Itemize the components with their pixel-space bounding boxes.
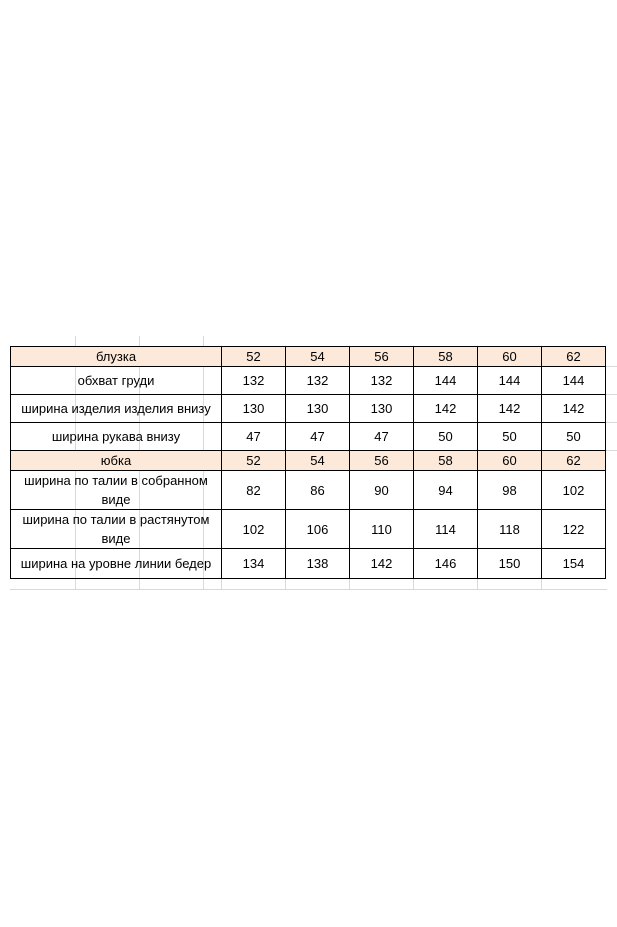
size-cell: 52 (222, 451, 286, 471)
table-row (11, 471, 606, 510)
size-cell: 60 (478, 347, 542, 367)
grid-line (10, 589, 607, 590)
section-row-blouse (11, 347, 606, 367)
value-cell: 130 (350, 395, 414, 423)
row-label: ширина на уровне линии бедер (11, 549, 222, 579)
value-cell: 130 (286, 395, 350, 423)
value-cell: 50 (542, 423, 606, 451)
table-row (11, 395, 606, 423)
value-cell: 142 (414, 395, 478, 423)
value-cell: 47 (286, 423, 350, 451)
row-label: ширина изделия изделия внизу (11, 395, 222, 423)
section-label: блузка (11, 347, 222, 367)
table-row (11, 510, 606, 549)
section-label: юбка (11, 451, 222, 471)
row-label: ширина по талии в растянутом виде (11, 510, 222, 549)
section-row-skirt (11, 451, 606, 471)
value-cell: 102 (542, 471, 606, 510)
size-cell: 56 (350, 451, 414, 471)
value-cell: 94 (414, 471, 478, 510)
size-table (10, 346, 606, 579)
value-cell: 138 (286, 549, 350, 579)
table-row (11, 367, 606, 395)
value-cell: 47 (350, 423, 414, 451)
value-cell: 82 (222, 471, 286, 510)
size-cell: 60 (478, 451, 542, 471)
size-cell: 54 (286, 347, 350, 367)
value-cell: 50 (478, 423, 542, 451)
value-cell: 110 (350, 510, 414, 549)
value-cell: 132 (286, 367, 350, 395)
value-cell: 132 (222, 367, 286, 395)
value-cell: 132 (350, 367, 414, 395)
value-cell: 114 (414, 510, 478, 549)
value-cell: 142 (542, 395, 606, 423)
grid-line (606, 394, 617, 395)
value-cell: 106 (286, 510, 350, 549)
value-cell: 130 (222, 395, 286, 423)
size-cell: 62 (542, 347, 606, 367)
value-cell: 118 (478, 510, 542, 549)
value-cell: 144 (478, 367, 542, 395)
table-row (11, 549, 606, 579)
value-cell: 144 (542, 367, 606, 395)
value-cell: 134 (222, 549, 286, 579)
row-label: ширина рукава внизу (11, 423, 222, 451)
value-cell: 98 (478, 471, 542, 510)
value-cell: 144 (414, 367, 478, 395)
size-cell: 56 (350, 347, 414, 367)
grid-line (606, 450, 617, 451)
value-cell: 122 (542, 510, 606, 549)
value-cell: 146 (414, 549, 478, 579)
table-row (11, 423, 606, 451)
row-label: ширина по талии в собранном виде (11, 471, 222, 510)
value-cell: 102 (222, 510, 286, 549)
grid-line (606, 366, 617, 367)
row-label: обхват груди (11, 367, 222, 395)
value-cell: 142 (350, 549, 414, 579)
size-cell: 58 (414, 451, 478, 471)
value-cell: 47 (222, 423, 286, 451)
value-cell: 50 (414, 423, 478, 451)
size-cell: 62 (542, 451, 606, 471)
size-cell: 58 (414, 347, 478, 367)
grid-line (606, 422, 617, 423)
value-cell: 90 (350, 471, 414, 510)
size-cell: 52 (222, 347, 286, 367)
value-cell: 86 (286, 471, 350, 510)
value-cell: 142 (478, 395, 542, 423)
size-cell: 54 (286, 451, 350, 471)
value-cell: 150 (478, 549, 542, 579)
value-cell: 154 (542, 549, 606, 579)
